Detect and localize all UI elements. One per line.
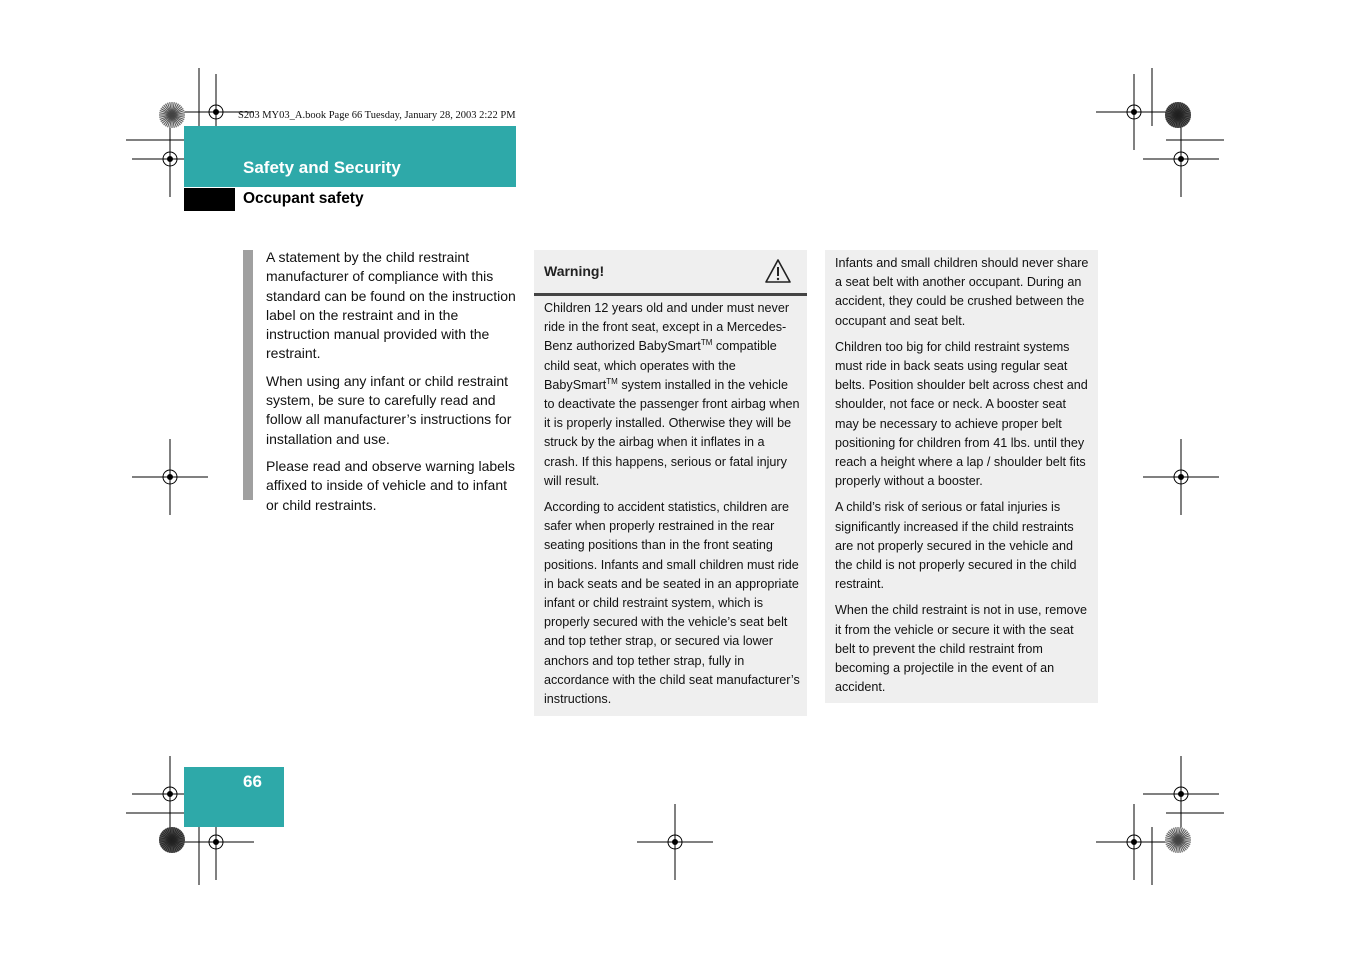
info-text [835,254,1093,704]
page-number: 66 [243,772,262,791]
section-title: Safety and Security [243,158,401,177]
warning-text [544,299,800,716]
print-stamp: S203 MY03_A.book Page 66 Tuesday, January 28, 2003 2:22 PM [238,110,516,121]
column-side-bar [243,250,253,500]
paragraph: Infants and small children should never share a seat belt with another occupant. During an accident, they could be crushed between the occupant and seat belt. [835,256,1089,328]
paragraph: A statement by the child restraint manufacturer of compliance with this standard can be found on the instruction label on the restraint and in the instruction manual provided with the restraint. [266,249,516,362]
warning-label: Warning! [544,263,605,279]
body-column-1 [266,248,520,523]
subsection-title: Occupant safety [243,190,364,207]
paragraph: A child’s risk of serious or fatal injuries is significantly increased if the child restraints are not properly secured in the vehicle and the child is not properly secured in the child restraint. [835,500,1077,592]
paragraph: Please read and observe warning labels affixed to inside of vehicle and to infant or child restraints. [266,457,516,513]
paragraph: Children too big for child restraint systems must ride in back seats using regular seat belts. Position shoulder belt across chest and shoulder, not face or neck. A booster seat may be necessary to achieve proper belt positioning for children from 41 lbs. until they reach a height where a lap / shoulder belt fits properly without a booster. [835,339,1088,489]
paragraph: When using any infant or child restraint system, be sure to carefully read and follow all manufacturer’s instructions for installation and use. [266,372,512,447]
text-span: system installed in the vehicle to deactivate the passenger front airbag when it is properly installed. Otherwise they will be struck by the airbag when it inflates in a crash. If this happens, serious or fatal injury will result. [544,377,800,488]
page-number-box [184,767,284,827]
paragraph: When the child restraint is not in use, remove it from the vehicle or secure it with the seat belt to prevent the child restraint from becoming a projectile in the event of an accident. [835,603,1087,695]
warning-paragraph-2: According to accident statistics, children are safer when properly restrained in the rear seating positions than in the front seating positions. Infants and small children must ride in back seats and be seated in an appropriate infant or child restraint system, which is properly secured with the vehicle’s seat belt and top tether strap, or secured via lower anchors and top tether strap, fully in accordance with the child seat manufacturer’s instructions. [544,500,800,707]
text-span: Children 12 years old and under must never ride in the front seat, except in a Mercedes-Benz authorized BabySmart [544,301,790,354]
warning-paragraph-1 [544,299,800,491]
trademark-mark: TM [606,376,618,386]
subsection-marker [184,188,235,211]
trademark-mark: TM [700,338,713,348]
warning-divider [534,293,807,296]
text-span: compatible child seat, which operates with the BabySmart [544,339,777,392]
warning-triangle-icon [764,258,792,284]
